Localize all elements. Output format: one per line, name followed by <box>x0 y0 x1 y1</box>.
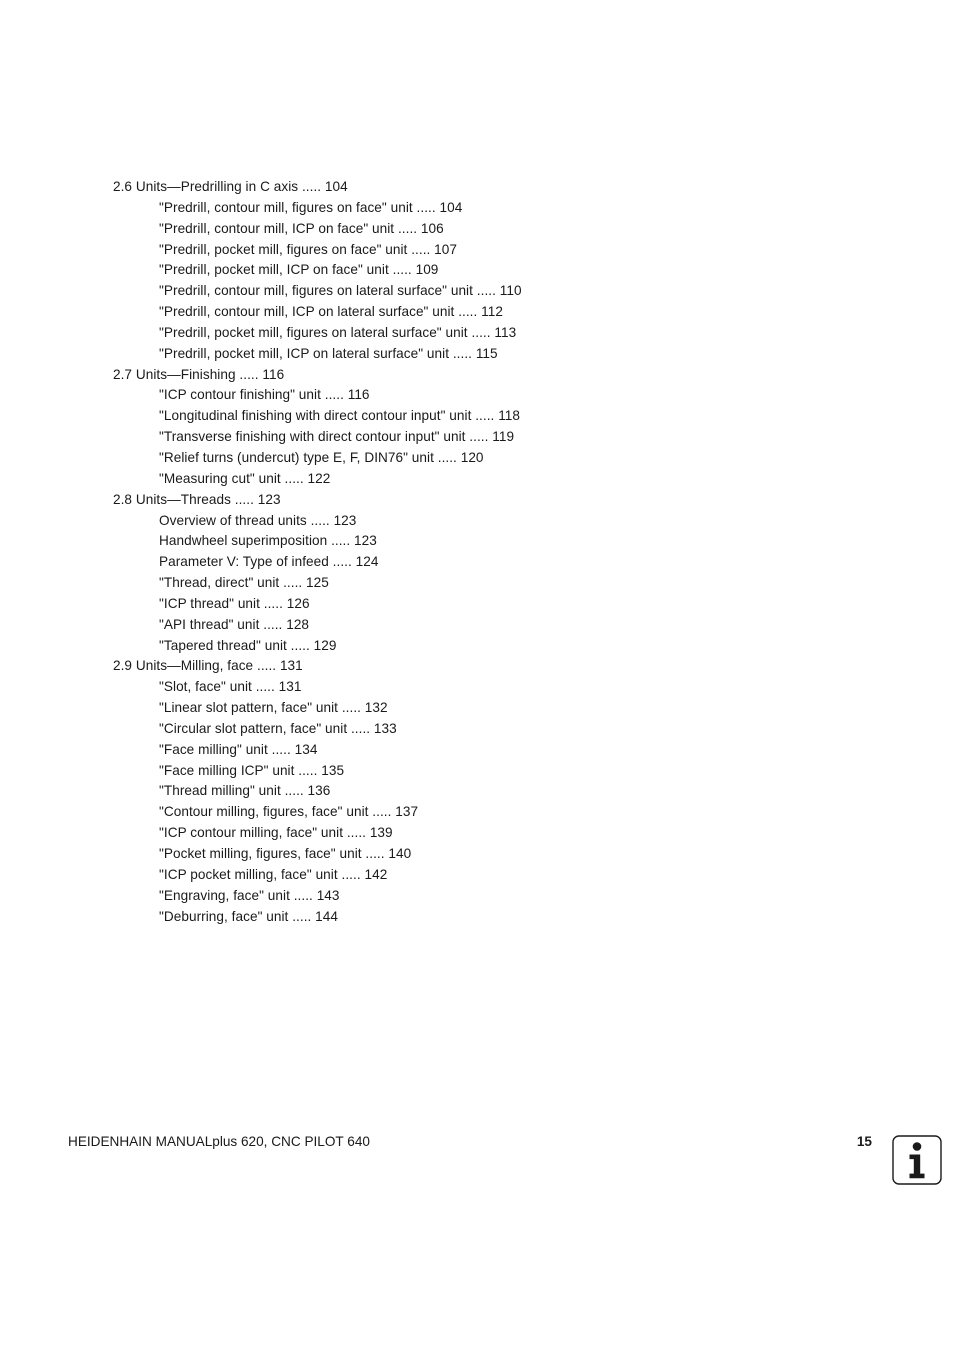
toc-section-heading: 2.9 Units—Milling, face ..... 131 <box>113 658 303 674</box>
toc-entry: "Predrill, pocket mill, figures on face" unit ..... 107 <box>159 241 458 257</box>
toc-entry: "Measuring cut" unit ..... 122 <box>159 470 331 486</box>
toc-entry: Overview of thread units ..... 123 <box>159 512 357 528</box>
toc-entry: "Engraving, face" unit ..... 143 <box>159 887 340 903</box>
toc-entry: "Deburring, face" unit ..... 144 <box>159 908 339 924</box>
toc-entry: "Predrill, pocket mill, figures on lateral surface" unit ..... 113 <box>159 324 517 340</box>
toc-entry: "ICP contour finishing" unit ..... 116 <box>159 387 370 403</box>
toc-entry: "Circular slot pattern, face" unit ..... 133 <box>159 720 397 736</box>
toc-section-heading: 2.6 Units—Predrilling in C axis ..... 104 <box>113 179 348 194</box>
page-number: 15 <box>856 1134 872 1149</box>
toc-entry: "Thread, direct" unit ..... 125 <box>159 575 329 591</box>
toc-entry: Parameter V: Type of infeed ..... 124 <box>159 554 379 570</box>
toc-entry: "ICP contour milling, face" unit ..... 139 <box>159 825 393 841</box>
toc-entry: "Predrill, pocket mill, ICP on face" unit ..... 109 <box>159 262 439 278</box>
toc-entry: "Predrill, contour mill, figures on lateral surface" unit ..... 110 <box>159 283 522 299</box>
toc-entry: "Face milling" unit ..... 134 <box>159 741 318 757</box>
toc-entry: "Relief turns (undercut) type E, F, DIN76" unit ..... 120 <box>159 449 484 465</box>
toc-entry: Handwheel superimposition ..... 123 <box>159 533 377 549</box>
toc-section-heading: 2.8 Units—Threads ..... 123 <box>113 491 281 507</box>
toc-entry: "Linear slot pattern, face" unit ..... 132 <box>159 700 388 716</box>
toc-entry: "Pocket milling, figures, face" unit ..... 140 <box>159 846 412 861</box>
toc-entry: "Predrill, contour mill, figures on face" unit ..... 104 <box>159 199 463 215</box>
toc-entry: "Tapered thread" unit ..... 129 <box>159 637 337 653</box>
toc-entry: "Predrill, contour mill, ICP on face" unit ..... 106 <box>159 220 444 236</box>
toc-entry: "Contour milling, figures, face" unit ..... 137 <box>159 804 419 820</box>
toc-entry: "API thread" unit ..... 128 <box>159 616 310 632</box>
footer-title: HEIDENHAIN MANUALplus 620, CNC PILOT 640 <box>68 1134 370 1149</box>
toc-entry: "Predrill, contour mill, ICP on lateral surface" unit ..... 112 <box>159 304 503 320</box>
toc-entry: "ICP thread" unit ..... 126 <box>159 595 310 611</box>
toc-section-heading: 2.7 Units—Finishing ..... 116 <box>113 366 285 382</box>
toc-entry: "Predrill, pocket mill, ICP on lateral surface" unit ..... 115 <box>159 345 498 361</box>
toc-entry: "Thread milling" unit ..... 136 <box>159 783 331 799</box>
toc-entry: "ICP pocket milling, face" unit ..... 142 <box>159 866 388 882</box>
toc-entry: "Longitudinal finishing with direct contour input" unit ..... 118 <box>159 408 521 424</box>
toc-entry: "Slot, face" unit ..... 131 <box>159 679 302 695</box>
toc-entry: "Face milling ICP" unit ..... 135 <box>159 762 345 778</box>
info-icon <box>892 1135 942 1185</box>
table-of-contents <box>113 177 813 927</box>
toc-entry: "Transverse finishing with direct contour input" unit ..... 119 <box>159 429 515 445</box>
